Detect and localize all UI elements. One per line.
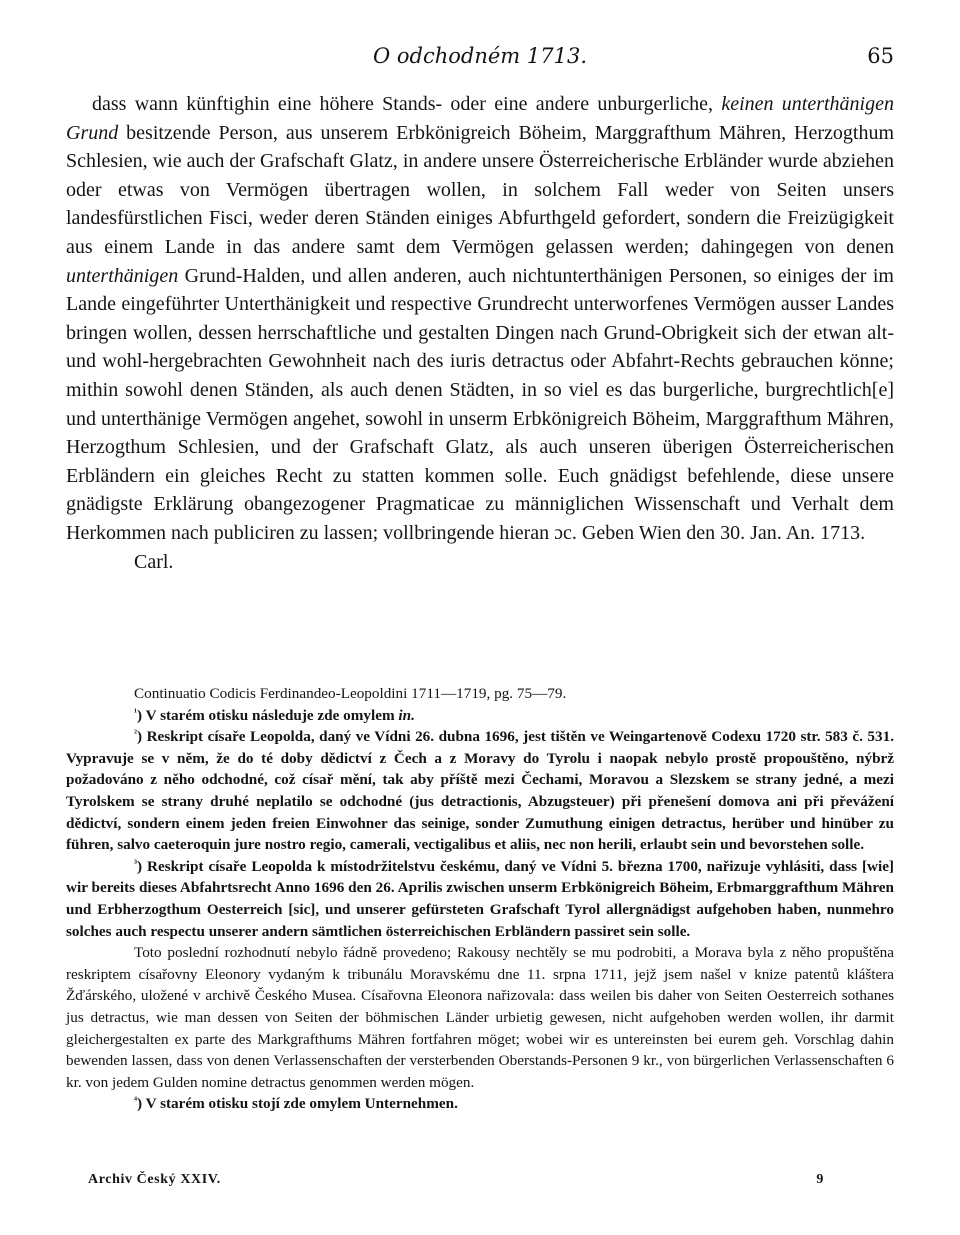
footnote-3 — [66, 856, 894, 942]
footnote-text: ) V starém otisku následuje zde omylem in. — [137, 706, 415, 724]
footnote-mark: ¹ — [134, 706, 137, 718]
footnote-mark: ³ — [134, 857, 137, 869]
footnote-2 — [66, 726, 894, 856]
source-citation: Continuatio Codicis Ferdinandeo-Leopoldini 1711—1719, pg. 75—79. — [134, 685, 567, 702]
footnote-text: ) Reskript císaře Leopolda k místodržitelstvu českému, daný ve Vídni 5. března 1700, nařizuje vyhlásiti, dass [wie] wir bereits dieses Abfahrtsrecht Anno 1696 den 26. Aprilis zwischen unserm Erbkönigreich Böheim, Erbmarggrafthum Mähren und Erbherzogthum Oesterreich [sic], und unserer gefürsteten Grafschaft Tyrol allergnädigst aufgehoben haben, nunmehro solches auch respectu unserer andern sämtlichen österreichischen Erbländern passiret sein solle. — [66, 857, 894, 940]
footnote-list — [66, 705, 894, 943]
footnote-mark: ² — [134, 728, 137, 740]
running-header — [66, 44, 894, 74]
signature: Carl. — [134, 550, 174, 573]
footnote-4 — [66, 1093, 894, 1115]
footnote-continuation: Toto poslední rozhodnutí nebylo řádně provedeno; Rakousy nechtěly se mu podrobiti, a Morava byla z něho propuštěna reskriptem císařovny Eleonory vydaným k tribunálu Moravskému dne 11. srpna 1711, jejž jsem našel v knize patentů kláštera Žďárského, uložené v archivě Českého Musea. Císařovna Eleonora nařizovala: dass weilen bis daher von Seiten Oesterreich sothanes jus detractus, wie man dessen von Seiten der böhmischen Länder urbietig gewesen, nicht aufgehoben werden wollen, ihr darmit gleichergestalten ex parte des Markgrafthums Mähren fortfahren möget; wobei wir es untereinsten bei eurem geh. Vorschlag dahin bewenden lassen, dass von denen Verlassenschaften der versterbenden Oberstands-Personen 9 kr., von bürgerlichen Verlassenschaften 6 kr. von jedem Gulden nomine detractus genommen werden mögen. — [66, 944, 894, 1091]
page-number: 65 — [867, 44, 894, 68]
footnotes — [66, 683, 894, 1115]
italic-phrase: in. — [398, 706, 415, 724]
main-paragraph: dass wann künftighin eine höhere Stands- oder eine andere unburgerliche, keinen unterthänigen Grund besitzende Person, aus unserem Erbkönigreich Böheim, Marggrafthum Mähren, Herzogthum Schlesien, wie auch der Grafschaft Glatz, in andere unsere Österreicherische Erbländer wurde abziehen oder etwas von Vermögen übertragen wollen, in solchem Fall weder von Seiten unsers landesfürstlichen Fisci, weder deren Ständen einiges Abfurthgeld gefordert, sondern die Freizügigkeit aus einem Lande in das andere samt dem Vermögen gelassen werden; dahingegen von denen unterthänigen Grund-Halden, und allen anderen, auch nichtunterthänigen Personen, so einiges der im Lande eingeführter Unterthänigkeit und respective Grundrecht unterworfenes Vermögen ausser Landes bringen wollen, dessen herrschaftliche und gestalten Dingen nach Grund-Obrigkeit sich der etwan alt- und wohl-hergebrachten Gewohnheit nach des iuris detractus oder Abfahrt-Rechts gebrauchen könne; mithin sowohl denen Ständen, als auch denen Städten, in so viel es das burgerliche, burgrechtlich[e] und unterthänige Vermögen angehet, sowohl in unserm Erbkönigreich Böheim, Marggrafthum Mähren, Herzogthum Schlesien, und der Grafschaft Glatz, als auch unseren überigen Österreicherischen Erbländern ein gleiches Recht zu statten kommen solle. Euch gnädigst befehlende, diese unsere gnädigste Erklärung obangezogener Pragmaticae zu männiglichen Wissenschaft und Verhalt dem Herkommen nach publiciren zu lassen; vollbringende hieran ɔc. Geben Wien den 30. Jan. An. 1713. — [66, 93, 894, 544]
italic-phrase: unterthänigen — [66, 264, 179, 287]
italic-phrase: keinen unterthänigen Grund — [66, 93, 894, 144]
footnote-1 — [66, 705, 894, 727]
footnote-text: ) V starém otisku stojí zde omylem Unternehmen. — [137, 1095, 458, 1113]
footnote-mark: ⁴ — [134, 1095, 137, 1107]
main-text — [66, 90, 894, 576]
journal-name: Archiv Český XXIV. — [88, 1172, 221, 1187]
footnote-text: ) Reskript císaře Leopolda, daný ve Vídni 26. dubna 1696, jest tištěn ve Weingartenově Codexu 1720 str. 583 č. 531. Vypravuje se v něm, že do té doby dědictví z Čech a z Moravy do Tyrolu i naopak nebylo prostě propouštěno, nýbrž požadováno z něho odchodné, což císař mění, tak aby příště mezi Čechami, Moravou a Slezskem se strany jedné, a mezi Tyrolskem se strany druhé neplatilo se odchodné (jus detractionis, Abzugsteuer) při přenešení domova ani při převážení dědictví, sondern einem jeden freien Einwohner das seinige, sonder Zumuthung einigen detractus, herüber und hinüber zu führen, salvo caeteroquin jure nostro regio, camerali, vectigalibus et aliis, nec non herili, erlaubt sein und bevorstehen solle. — [66, 728, 894, 854]
page-footer — [88, 1172, 824, 1188]
running-title: O odchodném 1713. — [372, 44, 587, 68]
signature-mark: 9 — [816, 1172, 824, 1187]
